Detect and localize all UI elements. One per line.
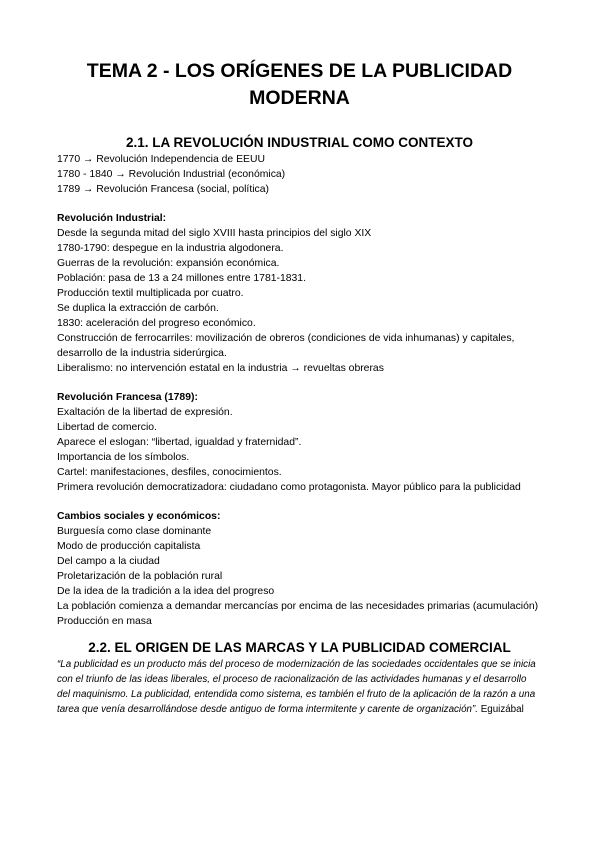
list-item: Primera revolución democratizadora: ciudadano como protagonista. Mayor público para la publicidad bbox=[57, 482, 521, 493]
french-revolution-heading: Revolución Francesa (1789): bbox=[57, 392, 198, 403]
industrial-revolution-list bbox=[57, 226, 542, 376]
list-item: 1830: aceleración del progreso económico. bbox=[57, 318, 256, 329]
list-item: Del campo a la ciudad bbox=[57, 556, 160, 567]
list-item: Importancia de los símbolos. bbox=[57, 452, 190, 463]
timeline-list bbox=[57, 152, 542, 197]
timeline-item: 1780 - 1840 → Revolución Industrial (económica) bbox=[57, 169, 286, 180]
list-item: Producción en masa bbox=[57, 616, 152, 627]
list-item: Burguesía como clase dominante bbox=[57, 526, 212, 537]
quote-text: “La publicidad es un producto más del proceso de modernización de las sociedades occidentales que se inicia con el triunfo de las ideas liberales, el proceso de racionalización de las actividades humanas y el desarrollo del maquinismo. La publicidad, entendida como sistema, es también el fruto de la aplicación de la razón a una tarea que venía desarrollándose desde antiguo de forma intermitente y carente de organización”. bbox=[57, 659, 536, 715]
list-item: La población comienza a demandar mercancías por encima de las necesidades primarias (acumulación) bbox=[57, 601, 539, 612]
timeline-item: 1789 → Revolución Francesa (social, política) bbox=[57, 184, 269, 195]
list-item: Modo de producción capitalista bbox=[57, 541, 201, 552]
industrial-revolution-heading: Revolución Industrial: bbox=[57, 213, 167, 224]
timeline-item: 1770 → Revolución Independencia de EEUU bbox=[57, 154, 265, 165]
list-item: Aparece el eslogan: “libertad, igualdad y fraternidad”. bbox=[57, 437, 302, 448]
section-heading-1: 2.1. LA REVOLUCIÓN INDUSTRIAL COMO CONTEXTO bbox=[125, 135, 474, 150]
page-title: TEMA 2 - LOS ORÍGENES DE LA PUBLICIDAD MODERNA bbox=[86, 60, 513, 109]
list-item: Exaltación de la libertad de expresión. bbox=[57, 407, 233, 418]
list-item: Desde la segunda mitad del siglo XVIII hasta principios del siglo XIX bbox=[57, 228, 372, 239]
french-revolution-list bbox=[57, 405, 542, 495]
section-heading-2: 2.2. EL ORIGEN DE LAS MARCAS Y LA PUBLICIDAD COMERCIAL bbox=[88, 640, 511, 655]
list-item: De la idea de la tradición a la idea del progreso bbox=[57, 586, 275, 597]
list-item: Se duplica la extracción de carbón. bbox=[57, 303, 219, 314]
social-economic-changes-list bbox=[57, 524, 542, 629]
list-item: Cartel: manifestaciones, desfiles, conocimientos. bbox=[57, 467, 282, 478]
list-item: Guerras de la revolución: expansión económica. bbox=[57, 258, 280, 269]
list-item: Libertad de comercio. bbox=[57, 422, 157, 433]
list-item: Liberalismo: no intervención estatal en la industria → revueltas obreras bbox=[57, 363, 384, 374]
social-economic-changes-heading: Cambios sociales y económicos: bbox=[57, 511, 221, 522]
quote-author: Eguizábal bbox=[480, 704, 524, 715]
quote-paragraph bbox=[57, 657, 542, 717]
list-item: Construcción de ferrocarriles: movilización de obreros (condiciones de vida inhumanas) y capitales, desarrollo de la industria siderúrgica. bbox=[57, 333, 515, 359]
list-item: Población: pasa de 13 a 24 millones entre 1781-1831. bbox=[57, 273, 306, 284]
list-item: Proletarización de la población rural bbox=[57, 571, 223, 582]
list-item: Producción textil multiplicada por cuatro. bbox=[57, 288, 244, 299]
list-item: 1780-1790: despegue en la industria algodonera. bbox=[57, 243, 284, 254]
